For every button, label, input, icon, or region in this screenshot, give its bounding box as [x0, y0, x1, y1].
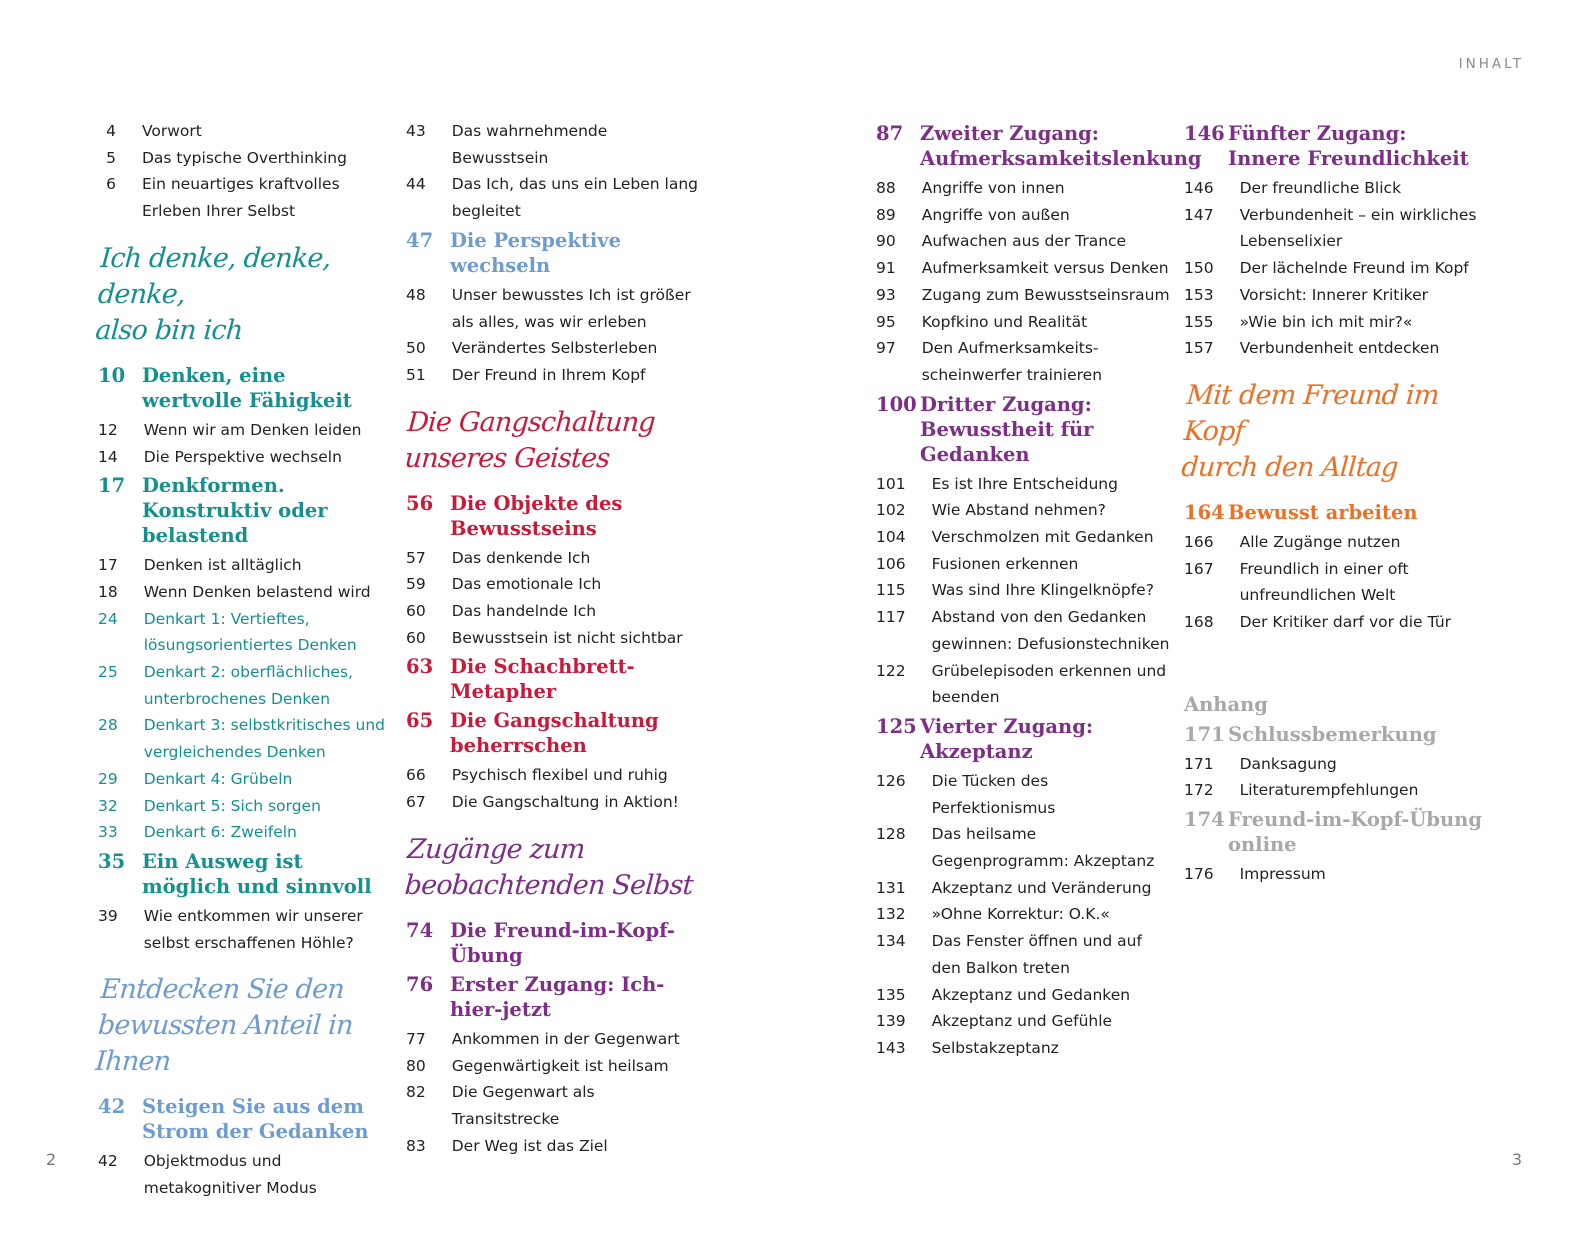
toc-entry: [876, 202, 1176, 229]
toc-chapter: [876, 121, 1202, 171]
toc-page-number: 117: [876, 608, 906, 627]
toc-entry: [1184, 861, 1484, 888]
toc-page-number: 60: [406, 628, 426, 647]
toc-title: Akzeptanz und Gefühle: [931, 1012, 1113, 1031]
toc-title: Verschmolzen mit Gedanken: [931, 528, 1154, 547]
toc-chapter: [1184, 807, 1484, 857]
toc-title: Denkart 6: Zweifeln: [143, 823, 297, 842]
toc-title: Fünfter Zugang: Innere Freundlichkeit: [1228, 122, 1469, 170]
toc-entry: [98, 118, 390, 145]
toc-title: Wenn wir am Denken leiden: [143, 420, 362, 439]
toc-page-number: 100: [876, 392, 917, 416]
toc-entry: [98, 606, 390, 659]
toc-entry: [406, 545, 706, 572]
toc-page-number: 77: [406, 1029, 426, 1048]
toc-title: Bewusstsein ist nicht sichtbar: [451, 628, 683, 647]
toc-entry: [876, 875, 1176, 902]
toc-entry: [98, 444, 390, 471]
toc-chapter: [876, 714, 1176, 764]
toc-title: Gegenwärtigkeit ist heilsam: [451, 1056, 669, 1075]
toc-entry: [406, 362, 706, 389]
toc-page-number: 6: [106, 175, 116, 194]
toc-entry: [98, 793, 390, 820]
toc-page-number: 157: [1184, 339, 1214, 358]
toc-page-number: 132: [876, 905, 906, 924]
toc-title: Dritter Zugang: Bewusstheit für Gedanken: [920, 392, 1094, 466]
toc-page-number: 153: [1184, 285, 1214, 304]
toc-page-number: 60: [406, 602, 426, 621]
toc-page-number: 150: [1184, 259, 1214, 278]
toc-title: Den Aufmerksamkeits-scheinwerfer trainieren: [921, 339, 1103, 384]
toc-entry: [98, 819, 390, 846]
toc-page-number: 106: [876, 554, 906, 573]
toc-entry: [98, 903, 390, 956]
toc-entry: [876, 901, 1176, 928]
toc-title: Alle Zugänge nutzen: [1239, 532, 1401, 551]
toc-page-number: 97: [876, 339, 896, 358]
toc-page-number: 10: [98, 363, 126, 387]
toc-chapter: [98, 473, 390, 548]
toc-entry: [1184, 255, 1484, 282]
toc-title: Freund-im-Kopf-Übung online: [1228, 808, 1482, 857]
toc-entry: [98, 1148, 390, 1201]
appendix-heading: Anhang: [1184, 692, 1268, 716]
toc-entry: [1184, 335, 1484, 362]
toc-entry: [98, 171, 390, 224]
toc-entry: [1184, 175, 1484, 202]
toc-page-number: 56: [406, 491, 434, 515]
toc-entry: [876, 335, 1176, 388]
toc-page-number: 76: [406, 972, 434, 996]
section-title: Entdecken Sie den bewussten Anteil in Ihnen: [94, 974, 354, 1078]
toc-title: Die Gangschaltung beherrschen: [450, 709, 659, 758]
toc-title: Denkart 5: Sich sorgen: [143, 796, 321, 815]
toc-title: Denken ist alltäglich: [143, 556, 302, 575]
toc-entry: [876, 821, 1176, 874]
toc-entry: [876, 175, 1176, 202]
toc-title: Verändertes Selbsterleben: [451, 339, 658, 358]
toc-title: Ein neuartiges kraftvolles Erleben Ihrer Selbst: [142, 175, 340, 221]
toc-title: Die Objekte des Bewusstseins: [450, 491, 623, 540]
toc-entry: [876, 1008, 1176, 1035]
toc-entry: [406, 1026, 706, 1053]
toc-chapter: [98, 849, 390, 899]
toc-title: Denkart 4: Grübeln: [143, 769, 293, 788]
toc-entry: [1184, 309, 1484, 336]
toc-entry: [406, 282, 706, 335]
toc-title: Angriffe von innen: [921, 179, 1065, 197]
toc-title: Vorsicht: Innerer Kritiker: [1239, 285, 1428, 304]
toc-entry: [98, 145, 390, 172]
toc-title: Die Freund-im-Kopf-Übung: [450, 918, 675, 967]
toc-page-number: 14: [98, 447, 118, 466]
toc-page-number: 65: [406, 709, 434, 733]
toc-entry: [406, 1079, 706, 1132]
toc-title: Zugang zum Bewusstseinsraum: [921, 285, 1170, 304]
toc-title: Akzeptanz und Gedanken: [931, 985, 1131, 1004]
toc-title: Die Tücken des Perfektionismus: [931, 771, 1056, 817]
toc-page-number: 39: [98, 906, 118, 925]
toc-title: Die Gegenwart als Transitstrecke: [451, 1083, 595, 1128]
toc-title: Verbundenheit entdecken: [1239, 339, 1440, 358]
toc-page-number: 171: [1184, 754, 1214, 773]
toc-page-number: 43: [406, 122, 426, 140]
toc-page-number: 155: [1184, 312, 1214, 331]
toc-entry: [876, 982, 1176, 1009]
toc-title: Der Weg ist das Ziel: [451, 1136, 608, 1155]
toc-title: Das handelnde Ich: [451, 602, 597, 621]
toc-title: Abstand von den Gedanken gewinnen: Defusionstechniken: [931, 608, 1170, 653]
toc-page-number: 42: [98, 1095, 126, 1119]
toc-title: Grübelepisoden erkennen und beenden: [931, 661, 1167, 707]
toc-chapter: [406, 918, 706, 968]
toc-page-number: 135: [876, 985, 906, 1004]
toc-page-number: 33: [98, 823, 118, 842]
toc-entry: [406, 1133, 706, 1160]
toc-title: Danksagung: [1239, 754, 1337, 773]
toc-entry: [876, 928, 1176, 981]
toc-entry: [98, 417, 390, 444]
toc-entry: [98, 579, 390, 606]
toc-page-number: 91: [876, 259, 896, 278]
toc-entry: [406, 118, 706, 171]
toc-page-number: 48: [406, 285, 426, 304]
toc-title: Das Ich, das uns ein Leben lang begleitet: [451, 175, 699, 221]
toc-title: Steigen Sie aus dem Strom der Gedanken: [142, 1095, 369, 1144]
toc-page-number: 139: [876, 1012, 906, 1031]
toc-title: Objektmodus und metakognitiver Modus: [143, 1152, 317, 1198]
toc-page-number: 125: [876, 714, 917, 738]
toc-entry: [876, 551, 1176, 578]
toc-page-number: 90: [876, 232, 896, 251]
toc-chapter: [406, 228, 706, 278]
toc-entry: [1184, 529, 1484, 556]
toc-title: Das denkende Ich: [451, 548, 591, 567]
toc-title: Was sind Ihre Klingelknöpfe?: [931, 581, 1154, 600]
toc-page-number: 115: [876, 581, 906, 600]
toc-chapter: [406, 654, 706, 704]
toc-page-number: 24: [98, 609, 118, 628]
toc-title: »Wie bin ich mit mir?«: [1239, 312, 1413, 331]
toc-title: Der Freund in Ihrem Kopf: [451, 365, 646, 384]
toc-title: Literaturempfehlungen: [1239, 781, 1419, 800]
toc-entry: [406, 762, 706, 789]
toc-entry: [876, 1035, 1176, 1062]
toc-page-number: 146: [1184, 179, 1214, 197]
toc-title: Denkformen. Konstruktiv oder belastend: [142, 474, 328, 548]
toc-title: Zweiter Zugang: Aufmerksamkeitslenkung: [920, 122, 1202, 170]
toc-page-number: 50: [406, 339, 426, 358]
toc-title: Das wahrnehmende Bewusstsein: [451, 122, 608, 167]
toc-page-number: 28: [98, 716, 118, 735]
toc-entry: [98, 766, 390, 793]
toc-page-number: 17: [98, 474, 126, 498]
toc-chapter: [1184, 121, 1484, 171]
toc-chapter: [1184, 722, 1484, 747]
toc-entry: [406, 598, 706, 625]
toc-page-number: 167: [1184, 559, 1214, 578]
toc-page-number: 104: [876, 528, 906, 547]
toc-entry: [1184, 282, 1484, 309]
toc-page-number: 89: [876, 205, 896, 224]
toc-page-number: 146: [1184, 122, 1225, 145]
toc-title: Kopfkino und Realität: [921, 312, 1088, 331]
toc-title: Denken, eine wertvolle Fähigkeit: [142, 363, 352, 412]
toc-entry: [876, 524, 1176, 551]
toc-title: Vierter Zugang: Akzeptanz: [920, 714, 1094, 763]
toc-column-2: [403, 118, 706, 1159]
toc-entry: [876, 471, 1176, 498]
toc-entry: [1184, 777, 1484, 804]
toc-entry: [406, 625, 706, 652]
toc-entry: [876, 768, 1176, 821]
toc-page-number: 88: [876, 179, 896, 197]
toc-page-number: 164: [1184, 500, 1225, 524]
toc-title: Denkart 2: oberflächliches, unterbrochenes Denken: [143, 663, 353, 708]
toc-page-number: 95: [876, 312, 896, 331]
toc-entry: [406, 1053, 706, 1080]
toc-page-number: 134: [876, 932, 906, 951]
toc-chapter: [98, 363, 390, 413]
toc-title: Der lächelnde Freund im Kopf: [1239, 259, 1469, 278]
toc-entry: [1184, 751, 1484, 778]
toc-page-number: 122: [876, 661, 906, 680]
toc-page-number: 172: [1184, 781, 1214, 800]
toc-title: Vorwort: [142, 122, 202, 140]
toc-entry: [406, 789, 706, 816]
toc-page-number: 42: [98, 1152, 118, 1171]
toc-page-number: 29: [98, 769, 118, 788]
toc-title: Fusionen erkennen: [931, 554, 1079, 573]
toc-page-number: 63: [406, 655, 434, 679]
toc-entry: [406, 171, 706, 224]
toc-chapter: [406, 491, 706, 541]
toc-title: Angriffe von außen: [921, 205, 1070, 224]
toc-title: Akzeptanz und Veränderung: [931, 878, 1152, 897]
toc-chapter: [1184, 500, 1484, 525]
toc-page-number: 101: [876, 474, 906, 493]
toc-page-number: 128: [876, 825, 906, 844]
toc-page-number: 12: [98, 420, 118, 439]
toc-chapter: [406, 708, 706, 758]
toc-page-number: 143: [876, 1038, 906, 1057]
toc-entry: [1184, 202, 1484, 255]
toc-title: Der freundliche Blick: [1239, 179, 1402, 197]
toc-title: Wie entkommen wir unserer selbst erschaffenen Höhle?: [143, 906, 363, 952]
toc-chapter: [406, 972, 706, 1022]
toc-title: Es ist Ihre Entscheidung: [931, 474, 1118, 493]
toc-page-number: 35: [98, 849, 126, 873]
toc-entry: [406, 335, 706, 362]
toc-title: Aufmerksamkeit versus Denken: [921, 259, 1169, 278]
toc-page-number: 57: [406, 548, 426, 567]
toc-page-number: 44: [406, 175, 426, 194]
toc-entry: [98, 659, 390, 712]
toc-title: Unser bewusstes Ich ist größer als alles, was wir erleben: [451, 285, 691, 331]
toc-chapter: [876, 392, 1176, 467]
toc-entry: [876, 497, 1176, 524]
toc-page-number: 166: [1184, 532, 1214, 551]
toc-page-number: 126: [876, 771, 906, 790]
toc-title: Wie Abstand nehmen?: [931, 501, 1106, 520]
toc-column-4: [1180, 118, 1484, 888]
toc-page-number: 18: [98, 582, 118, 601]
toc-entry: [876, 658, 1176, 711]
section-title: Ich denke, denke, denke, also bin ich: [94, 242, 332, 346]
toc-title: Das Fenster öffnen und auf den Balkon treten: [931, 932, 1142, 977]
toc-page-number: 5: [106, 148, 116, 167]
toc-title: Die Schachbrett-Metapher: [450, 655, 635, 704]
toc-title: Ankommen in der Gegenwart: [451, 1029, 680, 1048]
toc-entry: [876, 228, 1176, 255]
toc-page-number: 171: [1184, 722, 1225, 746]
toc-title: Bewusst arbeiten: [1228, 500, 1418, 524]
toc-page-number: 93: [876, 285, 896, 304]
toc-page-number: 83: [406, 1136, 426, 1155]
toc-entry: [98, 552, 390, 579]
toc-title: Der Kritiker darf vor die Tür: [1239, 613, 1452, 632]
toc-entry: [1184, 609, 1484, 636]
toc-page-number: 147: [1184, 205, 1214, 224]
toc-page-number: 59: [406, 575, 426, 594]
toc-page-number: 168: [1184, 613, 1214, 632]
toc-title: Aufwachen aus der Trance: [921, 232, 1127, 251]
toc-title: Erster Zugang: Ich-hier-jetzt: [450, 972, 665, 1021]
toc-page-number: 174: [1184, 808, 1225, 832]
toc-page-number: 80: [406, 1056, 426, 1075]
toc-entry: [876, 282, 1176, 309]
toc-title: Ein Ausweg ist möglich und sinnvoll: [142, 849, 372, 898]
toc-page-number: 74: [406, 918, 434, 942]
toc-entry: [1184, 556, 1484, 609]
toc-page-number: 51: [406, 365, 426, 384]
toc-title: Das emotionale Ich: [451, 575, 602, 594]
page-number-right: 3: [1511, 1150, 1522, 1169]
toc-page-number: 67: [406, 793, 426, 812]
toc-chapter: [98, 1094, 390, 1144]
toc-entry: [876, 255, 1176, 282]
toc-page-number: 82: [406, 1083, 426, 1102]
toc-title: Denkart 1: Vertieftes, lösungsorientiertes Denken: [143, 609, 357, 655]
toc-title: Das heilsame Gegenprogramm: Akzeptanz: [931, 825, 1155, 871]
section-title: Mit dem Freund im Kopf durch den Alltag: [1180, 379, 1440, 483]
toc-page-number: 176: [1184, 865, 1214, 884]
toc-page-number: 32: [98, 796, 118, 815]
toc-entry: [876, 604, 1176, 657]
toc-title: Selbstakzeptanz: [931, 1038, 1059, 1057]
section-title: Zugänge zum beobachtenden Selbst: [403, 833, 694, 901]
toc-title: Denkart 3: selbstkritisches und vergleichendes Denken: [143, 716, 386, 762]
toc-page-number: 87: [876, 122, 904, 145]
toc-page-number: 66: [406, 766, 426, 785]
toc-page-number: 25: [98, 663, 118, 682]
toc-title: Freundlich in einer oft unfreundlichen Welt: [1239, 559, 1409, 605]
toc-page-number: 102: [876, 501, 906, 520]
toc-title: »Ohne Korrektur: O.K.«: [931, 905, 1110, 924]
toc-title: Psychisch flexibel und ruhig: [451, 766, 668, 785]
toc-entry: [98, 712, 390, 765]
toc-title: Die Gangschaltung in Aktion!: [451, 793, 679, 812]
toc-entry: [406, 571, 706, 598]
running-header: INHALT: [1458, 56, 1524, 72]
toc-title: Das typische Overthinking: [142, 148, 347, 167]
toc-page-number: 4: [106, 122, 116, 140]
toc-title: Schlussbemerkung: [1228, 722, 1437, 746]
toc-title: Wenn Denken belastend wird: [143, 582, 371, 601]
toc-title: Die Perspektive wechseln: [143, 447, 342, 466]
toc-entry: [876, 577, 1176, 604]
page-number-left: 2: [46, 1150, 57, 1169]
toc-title: Die Perspektive wechseln: [450, 228, 622, 277]
toc-page-number: 17: [98, 556, 118, 575]
toc-title: Verbundenheit – ein wirkliches Lebenselixier: [1239, 205, 1477, 251]
toc-column-1: [94, 118, 390, 1202]
toc-page-number: 47: [406, 228, 434, 252]
section-title: Die Gangschaltung unseres Geistes: [403, 406, 656, 474]
toc-entry: [876, 309, 1176, 336]
toc-page-number: 131: [876, 878, 906, 897]
toc-title: Impressum: [1239, 865, 1326, 884]
